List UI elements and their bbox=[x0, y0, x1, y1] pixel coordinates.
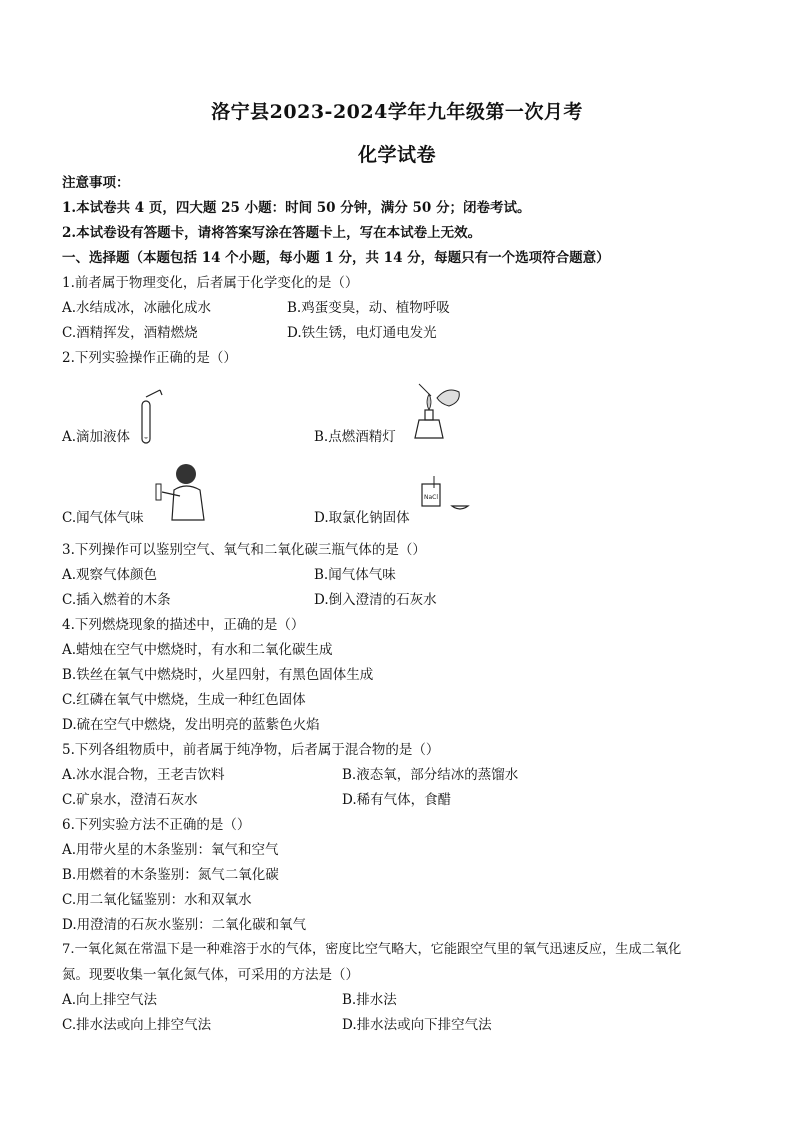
question-3-option-a: A.观察气体颜色 bbox=[62, 567, 158, 583]
question-2-option-c: C.闻气体气味 bbox=[62, 510, 144, 526]
sodium-chloride-figure bbox=[418, 470, 472, 514]
question-1-option-d: D.铁生锈，电灯通电发光 bbox=[287, 325, 437, 341]
question-2-option-b: B.点燃酒精灯 bbox=[314, 429, 396, 445]
exam-title: 洛宁县2023-2024学年九年级第一次月考 bbox=[211, 101, 583, 123]
question-5-option-d: D.稀有气体，食醋 bbox=[342, 792, 452, 808]
question-5-option-b: B.液态氧，部分结冰的蒸馏水 bbox=[342, 767, 519, 783]
question-5-option-a: A.冰水混合物，王老吉饮料 bbox=[62, 767, 225, 783]
question-2-stem: 2.下列实验操作正确的是（） bbox=[62, 350, 237, 366]
question-7-stem: 7.一氧化氮在常温下是一种难溶于水的气体，密度比空气略大，它能跟空气里的氧气迅速反应，生成二氧化 bbox=[62, 942, 682, 957]
question-4-stem: 4.下列燃烧现象的描述中，正确的是（） bbox=[62, 617, 305, 633]
question-1-option-c: C.酒精挥发，酒精燃烧 bbox=[62, 325, 198, 341]
question-6-option-b: B.用燃着的木条鉴别：氮气二氧化碳 bbox=[62, 867, 279, 883]
notice-item-1: 1.本试卷共 4 页，四大题 25 小题：时间 50 分钟，满分 50 分；闭卷考试。 bbox=[62, 200, 531, 216]
question-6-option-c: C.用二氧化锰鉴别：水和双氧水 bbox=[62, 892, 252, 908]
smelling-gas-figure bbox=[150, 462, 212, 522]
question-4-option-b: B.铁丝在氧气中燃烧时，火星四射，有黑色固体生成 bbox=[62, 667, 374, 683]
question-2-option-a: A.滴加液体 bbox=[62, 429, 131, 445]
question-6-stem: 6.下列实验方法不正确的是（） bbox=[62, 817, 251, 833]
question-5-stem: 5.下列各组物质中，前者属于纯净物，后者属于混合物的是（） bbox=[62, 742, 440, 758]
question-4-option-d: D.硫在空气中燃烧，发出明亮的蓝紫色火焰 bbox=[62, 717, 320, 733]
notice-item-2: 2.本试卷设有答题卡，请将答案写涂在答题卡上，写在本试卷上无效。 bbox=[62, 225, 482, 241]
question-4-option-c: C.红磷在氧气中燃烧，生成一种红色固体 bbox=[62, 692, 306, 708]
question-7-option-d: D.排水法或向下排空气法 bbox=[342, 1017, 492, 1033]
question-2-option-d: D.取氯化钠固体 bbox=[314, 510, 410, 526]
question-3-option-b: B.闻气体气味 bbox=[314, 567, 396, 583]
question-5-option-c: C.矿泉水，澄清石灰水 bbox=[62, 792, 198, 808]
question-7-option-b: B.排水法 bbox=[342, 992, 397, 1008]
question-3-stem: 3.下列操作可以鉴别空气、氧气和二氧化碳三瓶气体的是（） bbox=[62, 542, 426, 558]
exam-subtitle: 化学试卷 bbox=[357, 144, 436, 166]
question-7-option-a: A.向上排空气法 bbox=[62, 992, 158, 1008]
question-4-option-a: A.蜡烛在空气中燃烧时，有水和二氧化碳生成 bbox=[62, 642, 333, 658]
question-7-stem-continued: 氮。现要收集一氧化氮气体，可采用的方法是（） bbox=[62, 967, 359, 983]
svg-text:NaCl: NaCl bbox=[424, 494, 439, 501]
question-3-option-c: C.插入燃着的木条 bbox=[62, 592, 171, 608]
question-1-option-a: A.水结成冰，冰融化成水 bbox=[62, 300, 212, 316]
question-1-stem: 1.前者属于物理变化，后者属于化学变化的是（） bbox=[62, 275, 359, 291]
question-3-option-d: D.倒入澄清的石灰水 bbox=[314, 592, 437, 608]
question-6-option-d: D.用澄清的石灰水鉴别：二氧化碳和氧气 bbox=[62, 917, 307, 933]
question-7-option-c: C.排水法或向上排空气法 bbox=[62, 1017, 212, 1033]
question-6-option-a: A.用带火星的木条鉴别：氧气和空气 bbox=[62, 842, 279, 858]
dropper-figure bbox=[130, 387, 170, 447]
section-heading: 一、选择题（本题包括 14 个小题，每小题 1 分，共 14 分，每题只有一个选项符合题意） bbox=[62, 250, 610, 266]
notice-heading: 注意事项： bbox=[62, 175, 130, 191]
question-1-option-b: B.鸡蛋变臭，动、植物呼吸 bbox=[287, 300, 450, 316]
alcohol-lamp-figure bbox=[405, 378, 465, 440]
